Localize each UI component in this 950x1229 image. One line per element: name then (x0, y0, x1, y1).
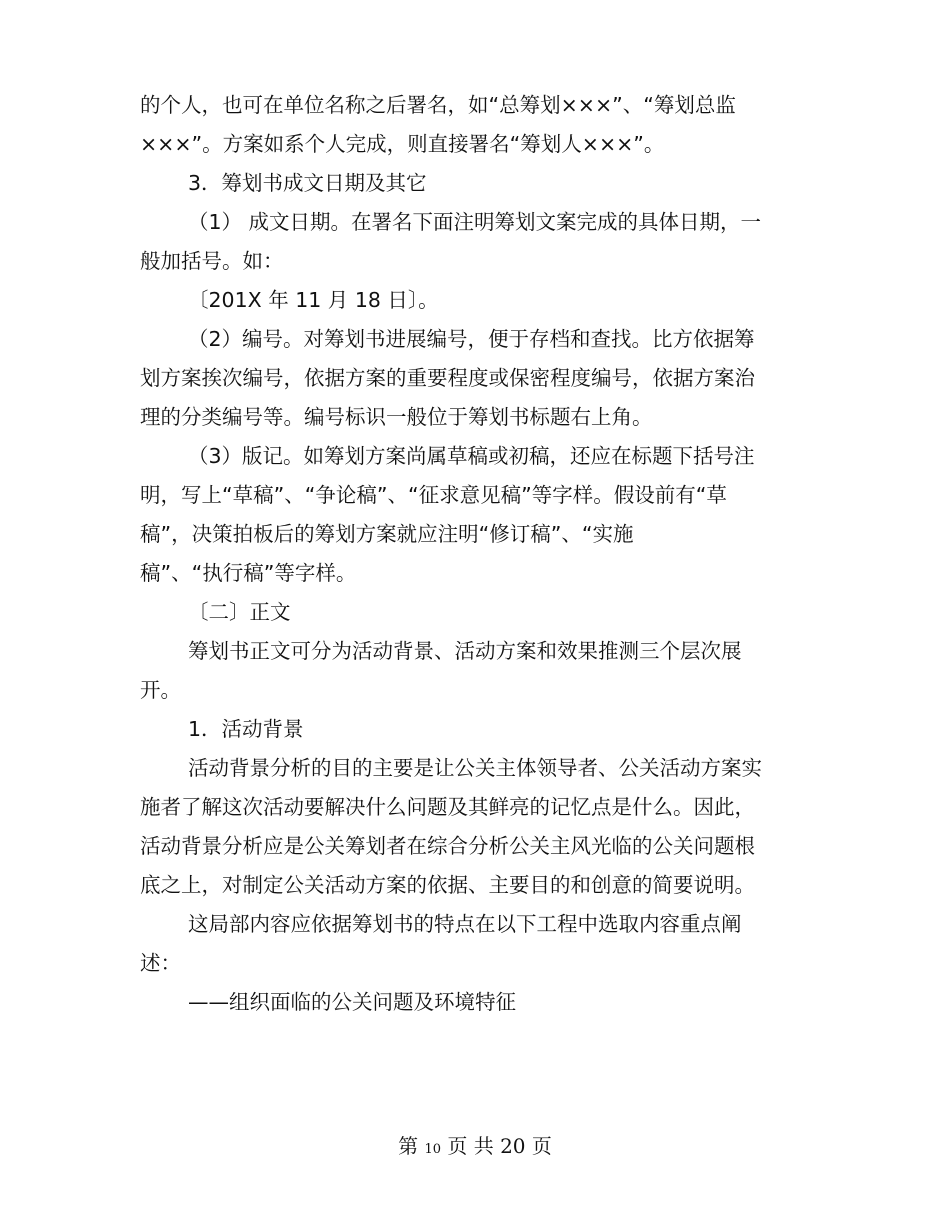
footer-prefix: 第 (398, 1134, 425, 1158)
text-line: 活动背景分析应是公关筹划者在综合分析公关主风光临的公关问题根 (140, 834, 755, 858)
text-line: ——组织面临的公关问题及环境特征 (188, 990, 516, 1014)
text-line: 1．活动背景 (188, 717, 304, 741)
text-line: 施者了解这次活动要解决什么问题及其鲜亮的记忆点是什么。因此， (140, 795, 755, 819)
text-line: 的个人，也可在单位名称之后署名，如“总筹划×××”、“筹划总监 (140, 93, 736, 117)
total-page-count: 20 (500, 1134, 526, 1158)
text-line: （1） 成文日期。在署名下面注明筹划文案完成的具体日期，一 (188, 210, 762, 234)
text-line: 底之上，对制定公关活动方案的依据、主要目的和创意的简要说明。 (140, 873, 755, 897)
text-line: 这局部内容应依据筹划书的特点在以下工程中选取内容重点阐 (188, 912, 742, 936)
text-line: 〔201X 年 11 月 18 日〕。 (188, 288, 439, 312)
text-line: 3．筹划书成文日期及其它 (188, 171, 427, 195)
text-line: 述： (140, 951, 181, 975)
text-line: 理的分类编号等。编号标识一般位于筹划书标题右上角。 (140, 405, 653, 429)
footer-middle: 页 共 (441, 1134, 501, 1158)
text-line: （2）编号。对筹划书进展编号，便于存档和查找。比方依据筹 (188, 327, 755, 351)
page-footer (0, 1130, 950, 1159)
text-line: 稿”，决策拍板后的筹划方案就应注明“修订稿”、“实施 (140, 522, 634, 546)
text-line: 开。 (140, 678, 181, 702)
text-line: （3）版记。如筹划方案尚属草稿或初稿，还应在标题下括号注 (188, 444, 755, 468)
text-line: 活动背景分析的目的主要是让公关主体领导者、公关活动方案实 (188, 756, 762, 780)
current-page-number: 10 (424, 1142, 441, 1157)
text-line: 划方案挨次编号，依据方案的重要程度或保密程度编号，依据方案治 (140, 366, 755, 390)
text-line: ×××”。方案如系个人完成，则直接署名“筹划人×××”。 (140, 132, 665, 156)
text-line: 筹划书正文可分为活动背景、活动方案和效果推测三个层次展 (188, 639, 742, 663)
footer-suffix: 页 (525, 1134, 552, 1158)
text-line: 〔二〕正文 (188, 600, 291, 624)
body-text (140, 86, 800, 1022)
text-line: 明，写上“草稿”、“争论稿”、“征求意见稿”等字样。假设前有“草 (140, 483, 727, 507)
text-line: 稿”、“执行稿”等字样。 (140, 561, 357, 585)
text-line: 般加括号。如： (140, 249, 284, 273)
